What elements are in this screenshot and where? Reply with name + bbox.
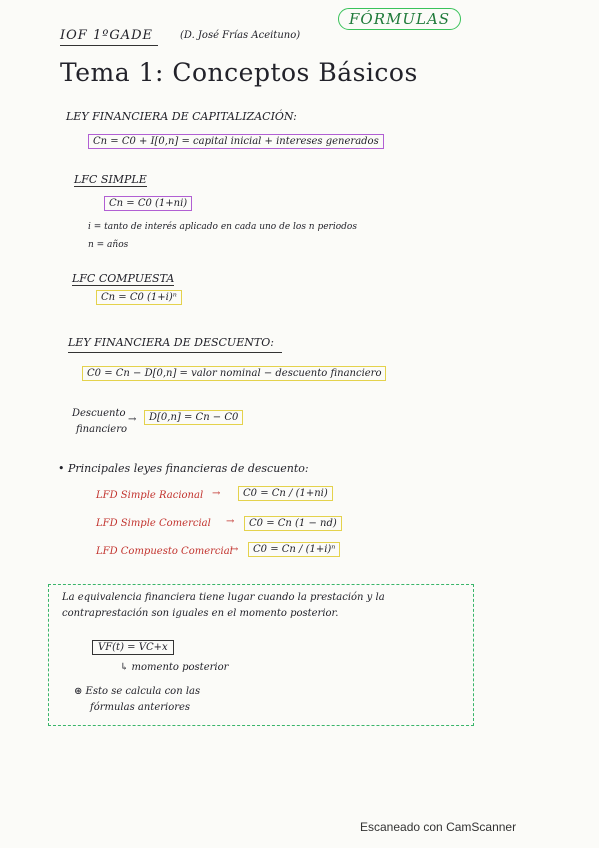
lfd-compuesto-comercial-formula: C0 = Cn / (1+i)ⁿ — [248, 542, 340, 557]
descuento-financiero-arrow: → — [128, 414, 137, 425]
teacher-label: (D. José Frías Aceituno) — [180, 30, 301, 41]
lfd-simple-racional-formula: C0 = Cn / (1+ni) — [238, 486, 333, 501]
page-title: Tema 1: Conceptos Básicos — [60, 58, 418, 87]
lfd-simple-comercial-label: LFD Simple Comercial — [96, 518, 211, 529]
lfc-compuesta-formula: Cn = C0 (1+i)ⁿ — [96, 290, 182, 305]
formulas-badge: FÓRMULAS — [338, 8, 461, 30]
equivalencia-note-2: fórmulas anteriores — [90, 702, 191, 713]
descuento-financiero-label-1: Descuento — [72, 408, 126, 419]
lfd-simple-comercial-formula: C0 = Cn (1 − nd) — [244, 516, 342, 531]
equivalencia-line-1: La equivalencia financiera tiene lugar cuando la prestación y la — [62, 592, 385, 603]
lfd-simple-racional-label: LFD Simple Racional — [96, 490, 204, 501]
descuento-financiero-label-2: financiero — [76, 424, 128, 435]
lfc-compuesta-heading: LFC COMPUESTA — [72, 272, 175, 285]
descuento-financiero-formula: D[0,n] = Cn − C0 — [144, 410, 243, 425]
course-label: IOF 1ºGADE — [60, 28, 154, 43]
descuento-heading: LEY FINANCIERA DE DESCUENTO: — [68, 336, 274, 349]
equivalencia-line-2: contraprestación son iguales en el momento posterior. — [62, 608, 339, 619]
scanner-footer: Escaneado con CamScanner — [360, 820, 517, 834]
principales-heading: • Principales leyes financieras de descuento: — [58, 462, 309, 475]
descuento-formula: C0 = Cn − D[0,n] = valor nominal − descuento financiero — [82, 366, 386, 381]
lfd-compuesto-comercial-arrow: → — [230, 544, 239, 555]
equivalencia-pointer: ↳ momento posterior — [120, 662, 229, 673]
lfd-simple-comercial-arrow: → — [226, 516, 235, 527]
equivalencia-formula: VF(t) = VC+x — [92, 640, 174, 655]
lfd-compuesto-comercial-label: LFD Compuesto Comercial — [96, 546, 233, 557]
course-underline — [60, 45, 158, 46]
equivalencia-note-1: ⊛ Esto se calcula con las — [74, 686, 201, 697]
descuento-heading-underline — [68, 352, 282, 353]
lfd-simple-racional-arrow: → — [212, 488, 221, 499]
lfc-simple-note-i: i = tanto de interés aplicado en cada uno de los n periodos — [88, 222, 357, 232]
lfc-simple-note-n: n = años — [88, 240, 129, 250]
capitalizacion-formula: Cn = C0 + I[0,n] = capital inicial + intereses generados — [88, 134, 384, 149]
lfc-simple-formula: Cn = C0 (1+ni) — [104, 196, 192, 211]
capitalizacion-heading: LEY FINANCIERA DE CAPITALIZACIÓN: — [66, 110, 297, 123]
lfc-simple-heading: LFC SIMPLE — [74, 173, 147, 186]
